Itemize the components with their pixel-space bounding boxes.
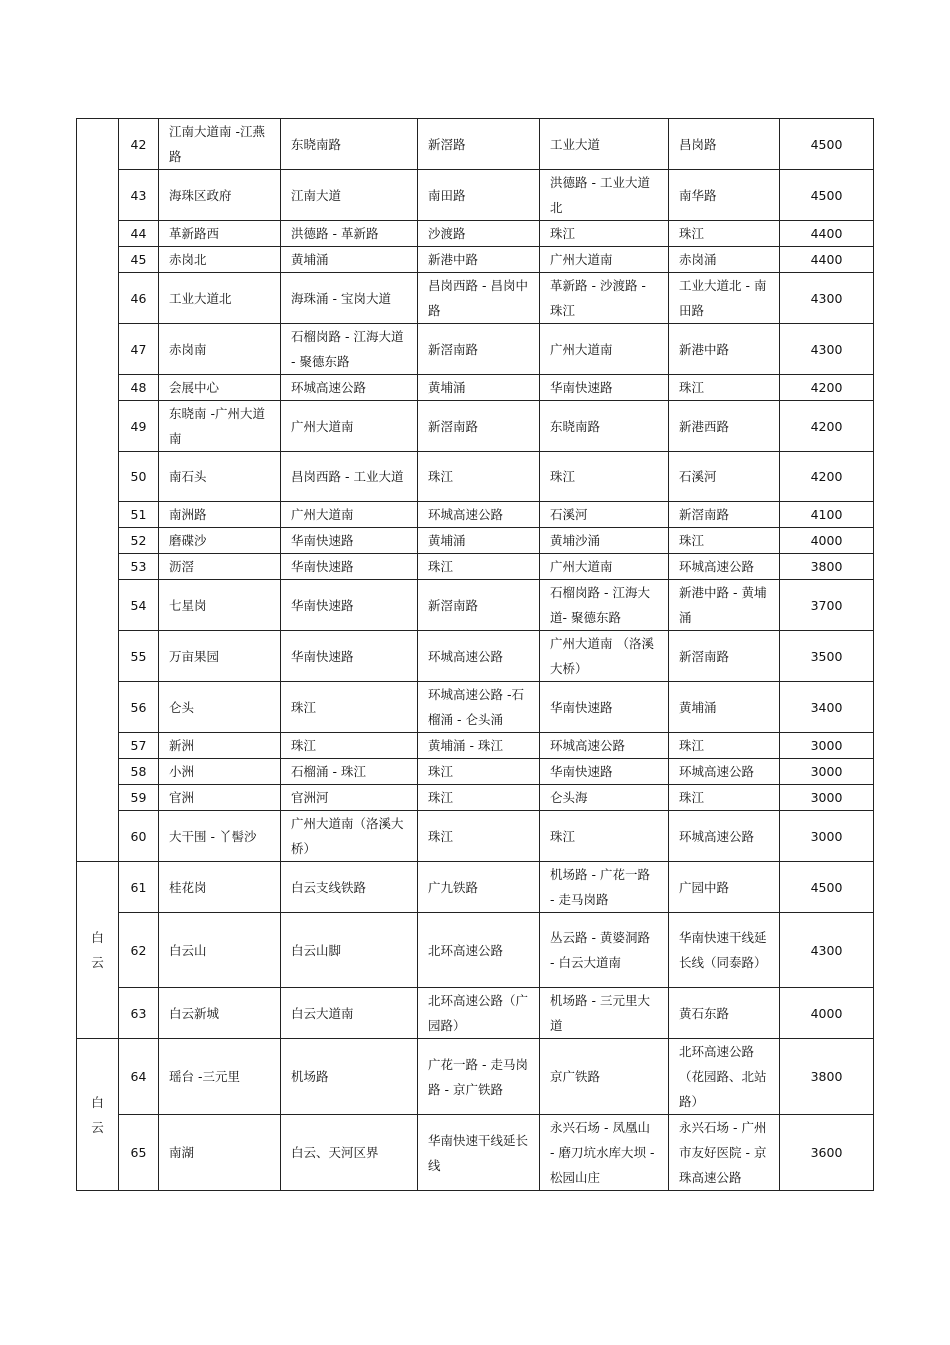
table-row xyxy=(77,247,874,273)
east-boundary: 环城高速公路 xyxy=(281,375,418,401)
north-boundary: 华南快速干线延长线（同泰路） xyxy=(669,913,780,988)
table-row xyxy=(77,273,874,324)
north-boundary: 新港中路 - 黄埔涌 xyxy=(669,580,780,631)
table-row xyxy=(77,682,874,733)
north-boundary: 南华路 xyxy=(669,170,780,221)
south-boundary: 石榴岗路 - 江海大道- 聚德东路 xyxy=(540,580,669,631)
zone-name: 仑头 xyxy=(159,682,281,733)
zone-name: 工业大道北 xyxy=(159,273,281,324)
price-value: 4200 xyxy=(780,401,874,452)
east-boundary: 华南快速路 xyxy=(281,554,418,580)
east-boundary: 珠江 xyxy=(281,733,418,759)
zone-name: 万亩果园 xyxy=(159,631,281,682)
north-boundary: 珠江 xyxy=(669,375,780,401)
price-value: 3000 xyxy=(780,785,874,811)
price-value: 4400 xyxy=(780,221,874,247)
north-boundary: 环城高速公路 xyxy=(669,554,780,580)
table-row xyxy=(77,221,874,247)
row-number: 47 xyxy=(119,324,159,375)
zone-name: 白云山 xyxy=(159,913,281,988)
east-boundary: 官洲河 xyxy=(281,785,418,811)
north-boundary: 新港西路 xyxy=(669,401,780,452)
row-number: 50 xyxy=(119,452,159,502)
row-number: 51 xyxy=(119,502,159,528)
east-boundary: 石榴涌 - 珠江 xyxy=(281,759,418,785)
south-boundary: 环城高速公路 xyxy=(540,733,669,759)
east-boundary: 华南快速路 xyxy=(281,631,418,682)
table-row xyxy=(77,324,874,375)
west-boundary: 昌岗西路 - 昌岗中路 xyxy=(418,273,540,324)
table-row xyxy=(77,401,874,452)
west-boundary: 南田路 xyxy=(418,170,540,221)
row-number: 53 xyxy=(119,554,159,580)
row-number: 65 xyxy=(119,1115,159,1191)
district-cell xyxy=(77,862,119,1039)
row-number: 56 xyxy=(119,682,159,733)
west-boundary: 新港中路 xyxy=(418,247,540,273)
north-boundary: 环城高速公路 xyxy=(669,811,780,862)
south-boundary: 广州大道南 xyxy=(540,247,669,273)
east-boundary: 石榴岗路 - 江海大道 - 聚德东路 xyxy=(281,324,418,375)
east-boundary: 机场路 xyxy=(281,1039,418,1115)
east-boundary: 昌岗西路 - 工业大道 xyxy=(281,452,418,502)
table-row xyxy=(77,580,874,631)
north-boundary: 新滘南路 xyxy=(669,631,780,682)
row-number: 48 xyxy=(119,375,159,401)
price-value: 3000 xyxy=(780,759,874,785)
price-value: 4400 xyxy=(780,247,874,273)
west-boundary: 黄埔涌 xyxy=(418,375,540,401)
zone-name: 海珠区政府 xyxy=(159,170,281,221)
west-boundary: 环城高速公路 xyxy=(418,502,540,528)
west-boundary: 华南快速干线延长线 xyxy=(418,1115,540,1191)
north-boundary: 新滘南路 xyxy=(669,502,780,528)
district-cell xyxy=(77,1039,119,1191)
zone-name: 会展中心 xyxy=(159,375,281,401)
south-boundary: 广州大道南 xyxy=(540,324,669,375)
row-number: 62 xyxy=(119,913,159,988)
row-number: 52 xyxy=(119,528,159,554)
east-boundary: 广州大道南 xyxy=(281,502,418,528)
zone-name: 官洲 xyxy=(159,785,281,811)
north-boundary: 昌岗路 xyxy=(669,119,780,170)
row-number: 43 xyxy=(119,170,159,221)
west-boundary: 北环高速公路 xyxy=(418,913,540,988)
zone-name: 瑶台 -三元里 xyxy=(159,1039,281,1115)
price-value: 4500 xyxy=(780,862,874,913)
north-boundary: 永兴石场 - 广州市友好医院 - 京珠高速公路 xyxy=(669,1115,780,1191)
south-boundary: 机场路 - 三元里大道 xyxy=(540,988,669,1039)
zone-name: 革新路西 xyxy=(159,221,281,247)
price-value: 4100 xyxy=(780,502,874,528)
table-row xyxy=(77,913,874,988)
price-value: 4300 xyxy=(780,273,874,324)
price-value: 3800 xyxy=(780,554,874,580)
table-row xyxy=(77,1039,874,1115)
district-label: 白云 xyxy=(91,930,104,970)
south-boundary: 洪德路 - 工业大道北 xyxy=(540,170,669,221)
south-boundary: 革新路 - 沙渡路 -珠江 xyxy=(540,273,669,324)
row-number: 45 xyxy=(119,247,159,273)
zone-name: 新洲 xyxy=(159,733,281,759)
row-number: 44 xyxy=(119,221,159,247)
north-boundary: 赤岗涌 xyxy=(669,247,780,273)
table-row xyxy=(77,528,874,554)
table-row xyxy=(77,759,874,785)
zone-name: 磨碟沙 xyxy=(159,528,281,554)
table-row xyxy=(77,862,874,913)
row-number: 46 xyxy=(119,273,159,324)
zone-name: 白云新城 xyxy=(159,988,281,1039)
price-value: 4500 xyxy=(780,119,874,170)
north-boundary: 珠江 xyxy=(669,221,780,247)
price-value: 4200 xyxy=(780,375,874,401)
table-row xyxy=(77,502,874,528)
west-boundary: 珠江 xyxy=(418,554,540,580)
west-boundary: 珠江 xyxy=(418,759,540,785)
north-boundary: 珠江 xyxy=(669,785,780,811)
south-boundary: 华南快速路 xyxy=(540,375,669,401)
north-boundary: 黄埔涌 xyxy=(669,682,780,733)
south-boundary: 珠江 xyxy=(540,811,669,862)
zone-name: 江南大道南 -江燕路 xyxy=(159,119,281,170)
east-boundary: 江南大道 xyxy=(281,170,418,221)
south-boundary: 广州大道南 （洛溪大桥） xyxy=(540,631,669,682)
west-boundary: 沙渡路 xyxy=(418,221,540,247)
price-value: 3000 xyxy=(780,733,874,759)
zone-name: 桂花岗 xyxy=(159,862,281,913)
zone-name: 南石头 xyxy=(159,452,281,502)
price-value: 4300 xyxy=(780,913,874,988)
row-number: 58 xyxy=(119,759,159,785)
north-boundary: 环城高速公路 xyxy=(669,759,780,785)
table-row xyxy=(77,811,874,862)
south-boundary: 东晓南路 xyxy=(540,401,669,452)
district-label: 白云 xyxy=(91,1094,104,1135)
table-row xyxy=(77,1115,874,1191)
west-boundary: 新滘路 xyxy=(418,119,540,170)
east-boundary: 黄埔涌 xyxy=(281,247,418,273)
south-boundary: 华南快速路 xyxy=(540,759,669,785)
price-value: 3400 xyxy=(780,682,874,733)
east-boundary: 东晓南路 xyxy=(281,119,418,170)
zone-name: 大干围 - 丫髻沙 xyxy=(159,811,281,862)
east-boundary: 珠江 xyxy=(281,682,418,733)
price-value: 3700 xyxy=(780,580,874,631)
table-row xyxy=(77,170,874,221)
row-number: 60 xyxy=(119,811,159,862)
zone-name: 小洲 xyxy=(159,759,281,785)
table-row xyxy=(77,375,874,401)
east-boundary: 广州大道南 xyxy=(281,401,418,452)
zone-name: 赤岗北 xyxy=(159,247,281,273)
zone-name: 东晓南 -广州大道南 xyxy=(159,401,281,452)
row-number: 57 xyxy=(119,733,159,759)
price-value: 4300 xyxy=(780,324,874,375)
north-boundary: 珠江 xyxy=(669,528,780,554)
west-boundary: 环城高速公路 -石榴涌 - 仑头涌 xyxy=(418,682,540,733)
west-boundary: 北环高速公路（广园路） xyxy=(418,988,540,1039)
west-boundary: 新滘南路 xyxy=(418,580,540,631)
west-boundary: 环城高速公路 xyxy=(418,631,540,682)
land-price-table xyxy=(76,118,874,1191)
row-number: 61 xyxy=(119,862,159,913)
south-boundary: 京广铁路 xyxy=(540,1039,669,1115)
east-boundary: 广州大道南（洛溪大桥） xyxy=(281,811,418,862)
table-row xyxy=(77,988,874,1039)
north-boundary: 广园中路 xyxy=(669,862,780,913)
east-boundary: 白云支线铁路 xyxy=(281,862,418,913)
row-number: 59 xyxy=(119,785,159,811)
price-value: 4200 xyxy=(780,452,874,502)
south-boundary: 永兴石场 - 凤凰山 - 磨刀坑水库大坝 - 松园山庄 xyxy=(540,1115,669,1191)
south-boundary: 机场路 - 广花一路 - 走马岗路 xyxy=(540,862,669,913)
south-boundary: 仑头海 xyxy=(540,785,669,811)
table-body xyxy=(77,119,874,1191)
zone-name: 南洲路 xyxy=(159,502,281,528)
west-boundary: 新滘南路 xyxy=(418,401,540,452)
zone-name: 七星岗 xyxy=(159,580,281,631)
north-boundary: 新港中路 xyxy=(669,324,780,375)
west-boundary: 广九铁路 xyxy=(418,862,540,913)
east-boundary: 华南快速路 xyxy=(281,580,418,631)
price-value: 3000 xyxy=(780,811,874,862)
price-value: 4500 xyxy=(780,170,874,221)
table-row xyxy=(77,452,874,502)
west-boundary: 珠江 xyxy=(418,785,540,811)
south-boundary: 石溪河 xyxy=(540,502,669,528)
row-number: 55 xyxy=(119,631,159,682)
north-boundary: 工业大道北 - 南田路 xyxy=(669,273,780,324)
west-boundary: 珠江 xyxy=(418,811,540,862)
table-row xyxy=(77,554,874,580)
zone-name: 赤岗南 xyxy=(159,324,281,375)
south-boundary: 珠江 xyxy=(540,452,669,502)
east-boundary: 海珠涌 - 宝岗大道 xyxy=(281,273,418,324)
north-boundary: 北环高速公路（花园路、北站路） xyxy=(669,1039,780,1115)
west-boundary: 黄埔涌 - 珠江 xyxy=(418,733,540,759)
table-row xyxy=(77,631,874,682)
east-boundary: 白云、天河区界 xyxy=(281,1115,418,1191)
north-boundary: 珠江 xyxy=(669,733,780,759)
east-boundary: 白云大道南 xyxy=(281,988,418,1039)
south-boundary: 工业大道 xyxy=(540,119,669,170)
price-value: 4000 xyxy=(780,528,874,554)
south-boundary: 丛云路 - 黄婆洞路 - 白云大道南 xyxy=(540,913,669,988)
west-boundary: 广花一路 - 走马岗路 - 京广铁路 xyxy=(418,1039,540,1115)
price-value: 4000 xyxy=(780,988,874,1039)
table-row xyxy=(77,733,874,759)
row-number: 42 xyxy=(119,119,159,170)
west-boundary: 新滘南路 xyxy=(418,324,540,375)
east-boundary: 华南快速路 xyxy=(281,528,418,554)
south-boundary: 黄埔沙涌 xyxy=(540,528,669,554)
west-boundary: 珠江 xyxy=(418,452,540,502)
price-value: 3800 xyxy=(780,1039,874,1115)
east-boundary: 洪德路 - 革新路 xyxy=(281,221,418,247)
zone-name: 南湖 xyxy=(159,1115,281,1191)
zone-name: 沥滘 xyxy=(159,554,281,580)
south-boundary: 华南快速路 xyxy=(540,682,669,733)
west-boundary: 黄埔涌 xyxy=(418,528,540,554)
north-boundary: 黄石东路 xyxy=(669,988,780,1039)
row-number: 54 xyxy=(119,580,159,631)
south-boundary: 珠江 xyxy=(540,221,669,247)
table-row xyxy=(77,785,874,811)
east-boundary: 白云山脚 xyxy=(281,913,418,988)
north-boundary: 石溪河 xyxy=(669,452,780,502)
table-row xyxy=(77,119,874,170)
district-cell xyxy=(77,119,119,862)
row-number: 64 xyxy=(119,1039,159,1115)
price-value: 3600 xyxy=(780,1115,874,1191)
row-number: 49 xyxy=(119,401,159,452)
row-number: 63 xyxy=(119,988,159,1039)
price-value: 3500 xyxy=(780,631,874,682)
south-boundary: 广州大道南 xyxy=(540,554,669,580)
